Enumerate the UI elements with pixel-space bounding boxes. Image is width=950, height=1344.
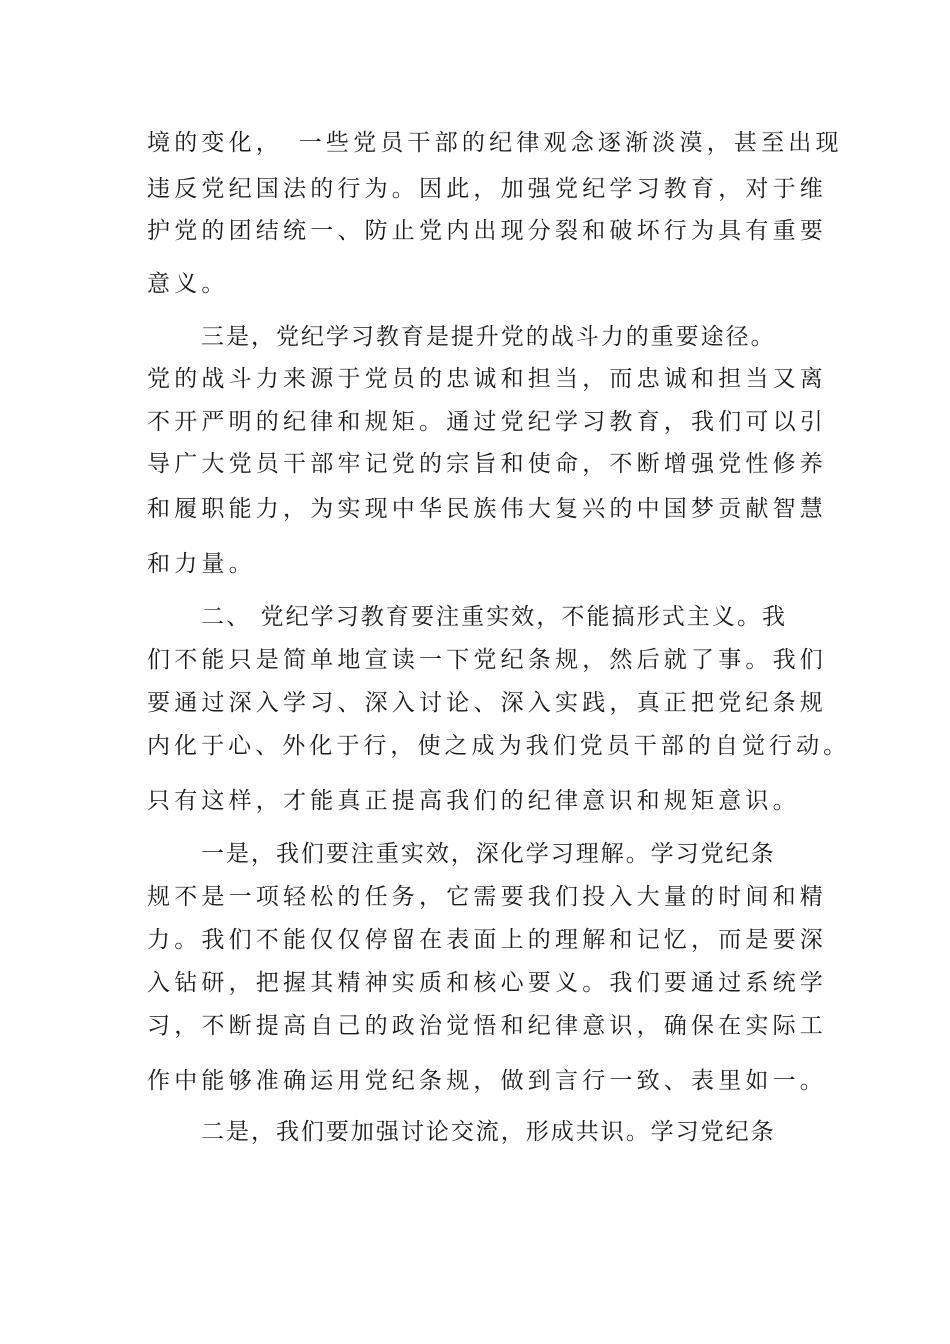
text-line: 意义。 [147,271,229,297]
text-line: 入钻研，把握其精神实质和核心要义。我们要通过系统学 [147,970,827,996]
text-line: 违反党纪国法的行为。因此，加强党纪学习教育，对于维 [147,176,827,202]
text-line: 们不能只是简单地宣读一下党纪条规，然后就了事。我们 [147,647,827,673]
text-line: 规不是一项轻松的任务，它需要我们投入大量的时间和精 [147,884,827,910]
paragraph-first-line: 二、 党纪学习教育要注重实效，不能搞形式主义。我 [201,604,788,630]
text-line: 力。我们不能仅仅停留在表面上的理解和记忆，而是要深 [147,927,827,953]
paragraph-first-line: 三是，党纪学习教育是提升党的战斗力的重要途径。 [201,324,776,350]
text-line: 作中能够准确运用党纪条规，做到言行一致、表里如一。 [147,1068,827,1094]
paragraph-first-line: 二是，我们要加强讨论交流，形成共识。学习党纪条 [201,1119,776,1145]
text-line: 不开严明的纪律和规矩。通过党纪学习教育，我们可以引 [147,409,827,435]
text-line: 党的战斗力来源于党员的忠诚和担当，而忠诚和担当又离 [147,366,827,392]
text-line: 境的变化， 一些党员干部的纪律观念逐渐淡漠，甚至出现 [147,130,843,156]
text-line: 习，不断提高自己的政治觉悟和纪律意识，确保在实际工 [147,1013,827,1039]
paragraph-first-line: 一是，我们要注重实效，深化学习理解。学习党纪条 [201,841,776,867]
text-line: 和力量。 [147,551,256,577]
text-line: 和履职能力，为实现中华民族伟大复兴的中国梦贡献智慧 [147,496,827,522]
text-line: 要通过深入学习、深入讨论、深入实践，真正把党纪条规 [147,690,827,716]
text-line: 导广大党员干部牢记党的宗旨和使命，不断增强党性修养 [147,451,827,477]
text-line: 内化于心、外化于行，使之成为我们党员干部的自觉行动。 [147,733,851,759]
text-line: 只有这样，才能真正提高我们的纪律意识和规矩意识。 [147,788,800,814]
text-line: 护党的团结统一、防止党内出现分裂和破坏行为具有重要 [147,218,827,244]
